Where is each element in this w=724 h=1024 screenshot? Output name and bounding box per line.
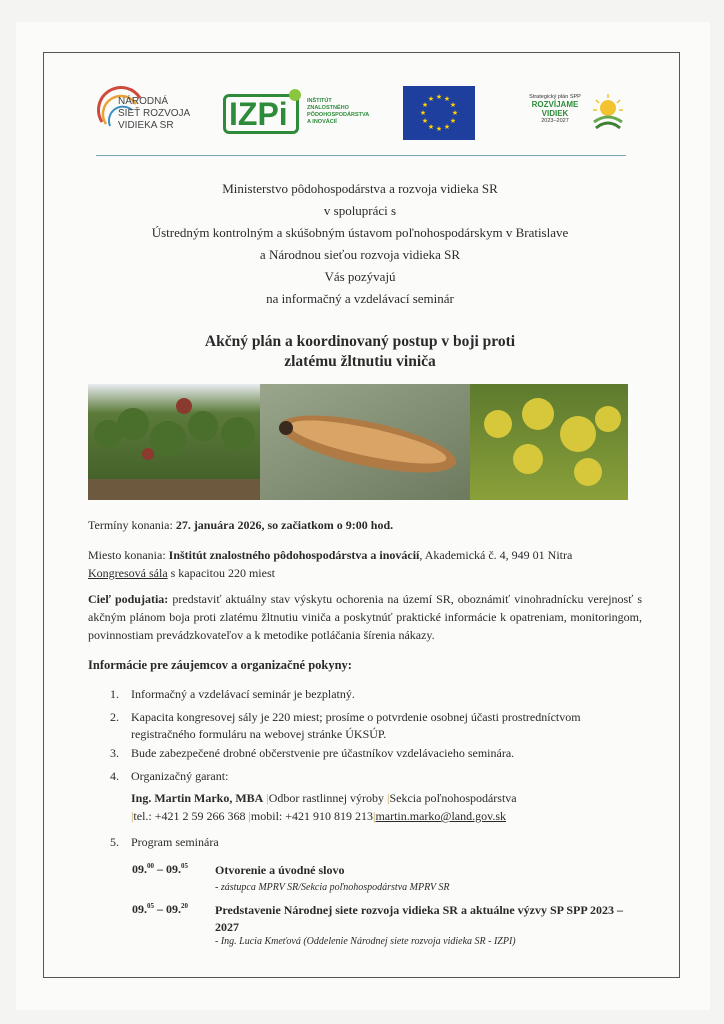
term-row xyxy=(88,516,642,534)
list-number: 2. xyxy=(110,710,119,724)
term-label: Termíny konania: xyxy=(88,518,173,532)
place-institute: Inštitút znalostného pôdohospodárstva a inovácií xyxy=(168,548,420,562)
svg-text:★: ★ xyxy=(443,95,451,103)
izpi-text-1: INŠTITÚT xyxy=(307,98,332,104)
list-text: Bude zabezpečené drobné občerstvenie pre účastníkov vzdelávacieho seminára. xyxy=(131,746,515,760)
garant-line-2: |tel.: +421 2 59 266 368 |mobil: +421 910 819 213|martin.marko@land.gov.sk xyxy=(131,809,507,823)
garant-tel: tel.: +421 2 59 266 368 xyxy=(133,809,246,823)
svg-text:★: ★ xyxy=(419,109,427,117)
garant-line-1: Ing. Martin Marko, MBA |Odbor rastlinnej výroby |Sekcia poľnohospodárstva xyxy=(131,791,517,805)
svg-text:★: ★ xyxy=(435,125,443,133)
intro-line-2: v spolupráci s xyxy=(323,203,397,218)
izpi-text-4: A INOVÁCIÍ xyxy=(307,119,337,125)
svg-text:★: ★ xyxy=(427,123,435,131)
list-text: Kapacita kongresovej sály je 220 miest; prosíme o potvrdenie osobnej účasti prostredníctvom registračného formuláru na webovej stránke ÚKSÚP. xyxy=(131,710,581,741)
spp-title-2: VIDIEK xyxy=(541,109,569,118)
intro-line-5: Vás pozývajú xyxy=(324,269,396,284)
program-speaker: - Ing. Lucia Kmeťová (Oddelenie Národnej siete rozvoja vidieka SR - IZPI) xyxy=(215,936,516,947)
intro-line-3: Ústredným kontrolným a skúšobným ústavom poľnohospodárskym v Bratislave xyxy=(151,225,569,240)
svg-text:★: ★ xyxy=(449,117,457,125)
program-time: 09.05 – 09.20 xyxy=(132,902,188,916)
nsrv-line-3: VIDIEKA SR xyxy=(118,120,174,131)
nsrv-line-2: SIEŤ ROZVOJA xyxy=(118,108,191,119)
photo-strip xyxy=(88,384,628,500)
vineyard-photos xyxy=(88,384,628,500)
invitation-intro xyxy=(60,178,660,310)
svg-text:★: ★ xyxy=(443,123,451,131)
garant-name: Ing. Martin Marko, MBA xyxy=(131,791,264,805)
place-label: Miesto konania: xyxy=(88,548,166,562)
program-item xyxy=(132,862,642,898)
spp-title-1: ROZVÍJAME xyxy=(531,100,579,109)
goal-text: predstaviť aktuálny stav výskytu ochorenia na území SR, oboznámiť vinohradnícku verejnosť s akčným plánom boja proti zlatému žltnutiu viniča a poskytnúť praktické informácie k opatreniam, monitoringom, povinnostiam prevádzkovateľov a k metodike potláčania šírenia nákazy. xyxy=(88,592,643,642)
list-text: Informačný a vzdelávací seminár je bezplatný. xyxy=(131,687,355,701)
svg-text:★: ★ xyxy=(427,95,435,103)
garant-email-link[interactable]: martin.marko@land.gov.sk xyxy=(375,809,507,823)
list-number: 3. xyxy=(110,746,119,760)
goal-paragraph xyxy=(88,590,642,644)
izpi-logo xyxy=(223,84,383,144)
place-address: , Akademická č. 4, 949 01 Nitra xyxy=(419,548,573,562)
svg-text:★: ★ xyxy=(435,93,443,101)
izpi-text-3: PÔDOHOSPODÁRSTVA xyxy=(307,112,370,118)
goal-label: Cieľ podujatia: xyxy=(88,592,169,606)
info-heading: Informácie pre záujemcov a organizačné pokyny: xyxy=(88,658,352,672)
eu-flag-icon xyxy=(403,84,475,142)
garant-mobile: mobil: +421 910 819 213 xyxy=(250,809,374,823)
header-divider xyxy=(96,155,626,156)
svg-text:★: ★ xyxy=(449,101,457,109)
title-line-2: zlatému žltnutiu viniča xyxy=(284,353,436,370)
izpi-text-2: ZNALOSTNÉHO xyxy=(307,105,349,111)
intro-line-6: na informačný a vzdelávací seminár xyxy=(266,291,454,306)
place-hall: Kongresová sála xyxy=(88,566,168,580)
title-line-1: Akčný plán a koordinovaný postup v boji proti xyxy=(204,333,516,350)
svg-text:★: ★ xyxy=(421,117,429,125)
term-value: 27. januára 2026, so začiatkom o 9:00 hod. xyxy=(175,518,394,532)
program-speaker: - zástupca MPRV SR/Sekcia poľnohospodárstva MPRV SR xyxy=(215,882,450,893)
nsrv-logo xyxy=(96,84,204,144)
izpi-mark: IZPi xyxy=(229,96,288,132)
spp-logo xyxy=(520,84,626,144)
spp-small-text: Strategický plán SPP xyxy=(529,94,581,100)
seminar-title xyxy=(60,332,660,372)
list-number: 5. xyxy=(110,835,119,849)
eu-flag-logo xyxy=(403,84,475,144)
izpi-dot-icon xyxy=(289,89,301,101)
svg-text:★: ★ xyxy=(421,101,429,109)
list-number: 1. xyxy=(110,687,119,701)
spp-years: 2023–2027 xyxy=(541,118,569,124)
logo-bar xyxy=(96,84,636,146)
garant-dept: Odbor rastlinnej výroby xyxy=(268,791,385,805)
sun-field-icon xyxy=(590,92,626,132)
intro-line-4: a Národnou sieťou rozvoja vidieka SR xyxy=(259,247,461,262)
program-time: 09.00 – 09.05 xyxy=(132,862,188,876)
place-row xyxy=(88,546,642,582)
place-capacity: s kapacitou 220 miest xyxy=(167,566,275,580)
list-text: Program seminára xyxy=(131,835,219,849)
list-number: 4. xyxy=(110,769,119,783)
program-item xyxy=(132,902,642,954)
garant-section: Sekcia poľnohospodárstva xyxy=(389,791,517,805)
program-title: Otvorenie a úvodné slovo xyxy=(215,863,345,877)
program-title: Predstavenie Národnej siete rozvoja vidieka SR a aktuálne výzvy SP SPP 2023 – 2027 xyxy=(215,903,623,934)
intro-line-1: Ministerstvo pôdohospodárstva a rozvoja vidieka SR xyxy=(222,181,498,196)
nsrv-line-1: NÁRODNÁ xyxy=(118,96,169,107)
svg-text:★: ★ xyxy=(451,109,459,117)
list-text: Organizačný garant: xyxy=(131,769,229,783)
